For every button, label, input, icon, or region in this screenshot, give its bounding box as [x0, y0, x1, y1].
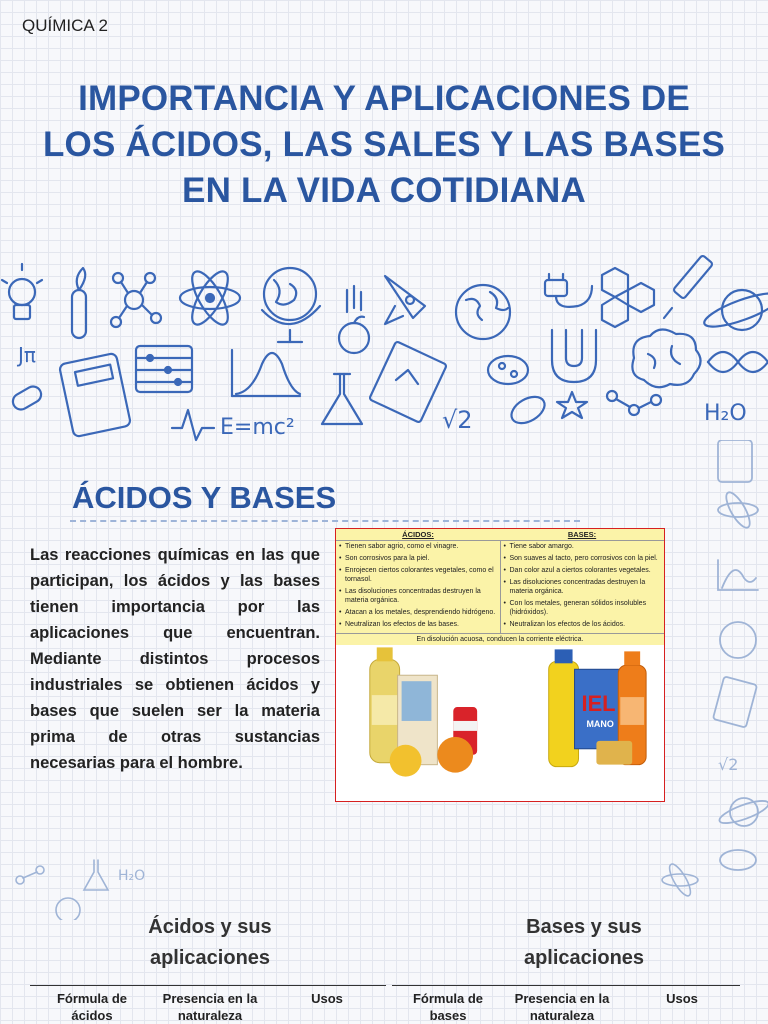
- detergent-brand-label: IEL: [581, 691, 616, 717]
- bases-formula-column-header: Fórmula de bases: [412, 991, 484, 1023]
- notebook-small-icon: [713, 676, 757, 727]
- test-tube-icon: [72, 268, 86, 338]
- acids-column-header: ÁCIDOS:: [336, 529, 500, 541]
- bases-nature-column-header: Presencia en la naturaleza: [514, 991, 610, 1023]
- chart-small-icon: [718, 560, 758, 590]
- bacteria-icon: [488, 356, 549, 429]
- globe-icon: [262, 268, 320, 342]
- apple-falling-icon: [339, 286, 369, 353]
- bases-properties-list: [504, 542, 662, 629]
- dna-icon: [708, 352, 768, 372]
- bell-curve-icon: [232, 350, 300, 396]
- household-products-photo: [336, 645, 664, 781]
- lemon-image: [390, 745, 422, 777]
- bases-uses-column-header: Usos: [666, 991, 698, 1006]
- side-doodle-column: [678, 440, 768, 880]
- pi-doodle: Jπ: [18, 343, 36, 367]
- soap-bar-image: [596, 741, 632, 765]
- title-line-3: EN LA VIDA COTIDIANA: [182, 171, 586, 210]
- oil-bottle-image: [370, 647, 400, 762]
- bases-column-header: BASES:: [500, 529, 664, 541]
- table-footer-note: En disolución acuosa, conducen la corriente eléctrica.: [336, 634, 664, 646]
- magnet-icon: [552, 330, 596, 382]
- acids-formula-column-header: Fórmula de ácidos: [56, 991, 128, 1023]
- list-item: • Neutralizan los efectos de los ácidos.: [504, 620, 662, 629]
- sqrt-small-doodle: √2: [718, 755, 739, 774]
- earth-icon: [456, 285, 510, 339]
- saturn-icon: [701, 287, 768, 333]
- detergent-subbrand-label: MANO: [586, 718, 614, 729]
- bottom-doodle-band: [0, 850, 768, 920]
- bases-table-top-border: [392, 985, 740, 986]
- list-item: • Tiene sabor amargo.: [504, 542, 662, 551]
- molecule-icon: [111, 273, 161, 327]
- page-title: [0, 76, 768, 214]
- list-item: • Enrojecen ciertos colorantes vegetales, como el tornasol.: [339, 566, 497, 584]
- atom-icon: [180, 267, 240, 330]
- bases-applications-heading: Bases y sus aplicaciones: [523, 916, 645, 969]
- acids-uses-column-header: Usos: [311, 991, 343, 1006]
- intro-paragraph: Las reacciones químicas en las que participan, los ácidos y las bases tienen importancia por las aplicaciones que encuentran. Mediante distintos procesos industriales se obtienen ácidos y bases que suelen ser la materia prima de otras sustancias necesarias para el hombre.: [30, 546, 320, 772]
- section-title: ÁCIDOS Y BASES: [72, 480, 337, 515]
- acids-nature-column-header: Presencia en la naturaleza: [162, 991, 258, 1023]
- list-item: • Atacan a los metales, desprendiendo hidrógeno.: [339, 608, 497, 617]
- list-item: • Las disoluciones concentradas destruyen la materia orgánica.: [339, 587, 497, 605]
- abacus-icon: [136, 346, 192, 392]
- globe-small-icon: [720, 622, 756, 658]
- acids-bases-comparison-table: [336, 529, 664, 645]
- atom-bottom-icon: [662, 861, 698, 898]
- title-line-1: IMPORTANCIA Y APLICACIONES DE: [78, 79, 690, 118]
- lightbulb-icon: [2, 264, 42, 319]
- pipette-icon: [664, 255, 713, 318]
- emc2-doodle: E=mc²: [220, 415, 295, 440]
- globe-bottom-icon: [56, 898, 80, 920]
- notebook-icon: [369, 341, 447, 423]
- list-item: • Las disoluciones concentradas destruyen la materia orgánica.: [504, 578, 662, 596]
- molecule-chain-icon: [607, 391, 661, 415]
- saturn-small-icon: [717, 797, 768, 828]
- flask-small-icon: [84, 860, 108, 890]
- acids-properties-list: [339, 542, 497, 629]
- hexagon-molecule-icon: [602, 268, 654, 327]
- rocket-icon: [385, 276, 425, 324]
- pill-icon: [10, 384, 44, 413]
- acids-table-top-border: [30, 985, 386, 986]
- water-small-doodle: H₂O: [118, 868, 146, 884]
- list-item: • Con los metales, generan sólidos insolubles (hidróxidos).: [504, 599, 662, 617]
- molecule-small-icon: [16, 866, 44, 884]
- star-icon: [557, 392, 587, 418]
- water-formula-doodle: H₂O: [704, 401, 747, 426]
- list-item: • Tienen sabor agrio, como el vinagre.: [339, 542, 497, 551]
- list-item: • Son suaves al tacto, pero corrosivos con la piel.: [504, 554, 662, 563]
- sqrt-doodle: √2: [442, 406, 473, 434]
- subject-label: QUÍMICA 2: [22, 16, 108, 35]
- calculator-icon: [59, 353, 131, 437]
- acids-applications-heading: Ácidos y sus aplicaciones: [148, 916, 272, 969]
- orange-image: [437, 737, 473, 773]
- section-divider: [70, 520, 580, 522]
- list-item: • Son corrosivos para la piel.: [339, 554, 497, 563]
- list-item: • Dan color azul a ciertos colorantes vegetales.: [504, 566, 662, 575]
- brain-icon: [632, 329, 700, 387]
- calculator-small-icon: [718, 440, 752, 482]
- flask-icon: [322, 374, 362, 424]
- title-line-2: LOS ÁCIDOS, LAS SALES Y LAS BASES: [42, 125, 726, 164]
- heartbeat-icon: [172, 410, 214, 440]
- acids-bases-figure: [335, 528, 665, 802]
- list-item: • Neutralizan los efectos de las bases.: [339, 620, 497, 629]
- plug-icon: [545, 274, 592, 307]
- atom-small-icon: [718, 489, 758, 531]
- science-doodle-band: [0, 250, 768, 450]
